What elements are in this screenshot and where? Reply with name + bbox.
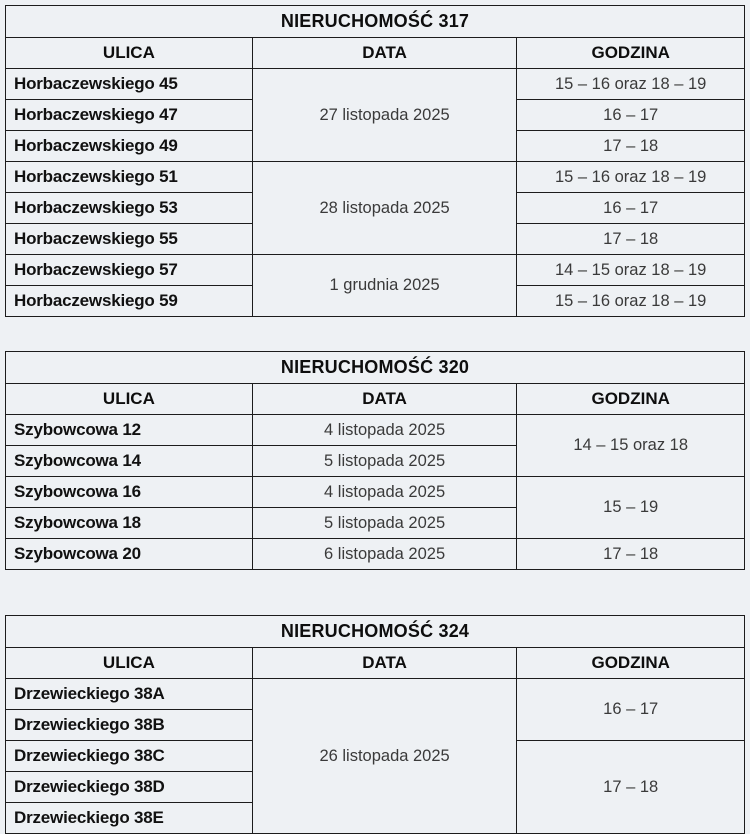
table-title: NIERUCHOMOŚĆ 317	[6, 6, 745, 38]
date-cell: 27 listopada 2025	[252, 69, 517, 162]
street-cell: Horbaczewskiego 57	[6, 255, 253, 286]
column-header-data: DATA	[252, 384, 517, 415]
time-cell: 15 – 19	[517, 477, 745, 539]
table-title-row	[6, 352, 745, 384]
street-cell: Szybowcowa 16	[6, 477, 253, 508]
table-title: NIERUCHOMOŚĆ 320	[6, 352, 745, 384]
street-cell: Drzewieckiego 38B	[6, 710, 253, 741]
street-cell: Szybowcowa 14	[6, 446, 253, 477]
time-cell: 15 – 16 oraz 18 – 19	[517, 162, 745, 193]
table-row	[6, 162, 745, 193]
property-table-324	[5, 615, 745, 834]
time-cell: 17 – 18	[517, 131, 745, 162]
date-cell: 26 listopada 2025	[252, 679, 517, 834]
time-cell: 14 – 15 oraz 18	[517, 415, 745, 477]
spacer	[5, 570, 745, 615]
time-cell: 16 – 17	[517, 679, 745, 741]
time-cell: 15 – 16 oraz 18 – 19	[517, 286, 745, 317]
column-header-data: DATA	[252, 648, 517, 679]
property-table-317	[5, 5, 745, 317]
column-header-ulica: ULICA	[6, 38, 253, 69]
spacer	[5, 317, 745, 351]
time-cell: 17 – 18	[517, 539, 745, 570]
date-cell: 1 grudnia 2025	[252, 255, 517, 317]
date-cell: 5 listopada 2025	[252, 508, 517, 539]
street-cell: Drzewieckiego 38E	[6, 803, 253, 834]
date-cell: 4 listopada 2025	[252, 477, 517, 508]
street-cell: Horbaczewskiego 59	[6, 286, 253, 317]
table-row	[6, 415, 745, 446]
date-cell: 4 listopada 2025	[252, 415, 517, 446]
table-title-row	[6, 616, 745, 648]
date-cell: 28 listopada 2025	[252, 162, 517, 255]
table-row	[6, 255, 745, 286]
time-cell: 17 – 18	[517, 741, 745, 834]
street-cell: Drzewieckiego 38A	[6, 679, 253, 710]
street-cell: Szybowcowa 12	[6, 415, 253, 446]
column-header-data: DATA	[252, 38, 517, 69]
table-row	[6, 679, 745, 710]
street-cell: Horbaczewskiego 53	[6, 193, 253, 224]
date-cell: 5 listopada 2025	[252, 446, 517, 477]
street-cell: Horbaczewskiego 51	[6, 162, 253, 193]
table-row	[6, 477, 745, 508]
time-cell: 17 – 18	[517, 224, 745, 255]
time-cell: 16 – 17	[517, 100, 745, 131]
street-cell: Horbaczewskiego 45	[6, 69, 253, 100]
table-row	[6, 69, 745, 100]
street-cell: Horbaczewskiego 55	[6, 224, 253, 255]
time-cell: 14 – 15 oraz 18 – 19	[517, 255, 745, 286]
column-header-row	[6, 38, 745, 69]
street-cell: Horbaczewskiego 49	[6, 131, 253, 162]
street-cell: Drzewieckiego 38D	[6, 772, 253, 803]
street-cell: Szybowcowa 20	[6, 539, 253, 570]
column-header-godzina: GODZINA	[517, 38, 745, 69]
column-header-ulica: ULICA	[6, 648, 253, 679]
column-header-godzina: GODZINA	[517, 384, 745, 415]
table-title-row	[6, 6, 745, 38]
table-row	[6, 539, 745, 570]
street-cell: Horbaczewskiego 47	[6, 100, 253, 131]
property-table-320	[5, 351, 745, 570]
column-header-row	[6, 648, 745, 679]
time-cell: 15 – 16 oraz 18 – 19	[517, 69, 745, 100]
column-header-ulica: ULICA	[6, 384, 253, 415]
column-header-row	[6, 384, 745, 415]
time-cell: 16 – 17	[517, 193, 745, 224]
street-cell: Drzewieckiego 38C	[6, 741, 253, 772]
table-title: NIERUCHOMOŚĆ 324	[6, 616, 745, 648]
date-cell: 6 listopada 2025	[252, 539, 517, 570]
street-cell: Szybowcowa 18	[6, 508, 253, 539]
column-header-godzina: GODZINA	[517, 648, 745, 679]
